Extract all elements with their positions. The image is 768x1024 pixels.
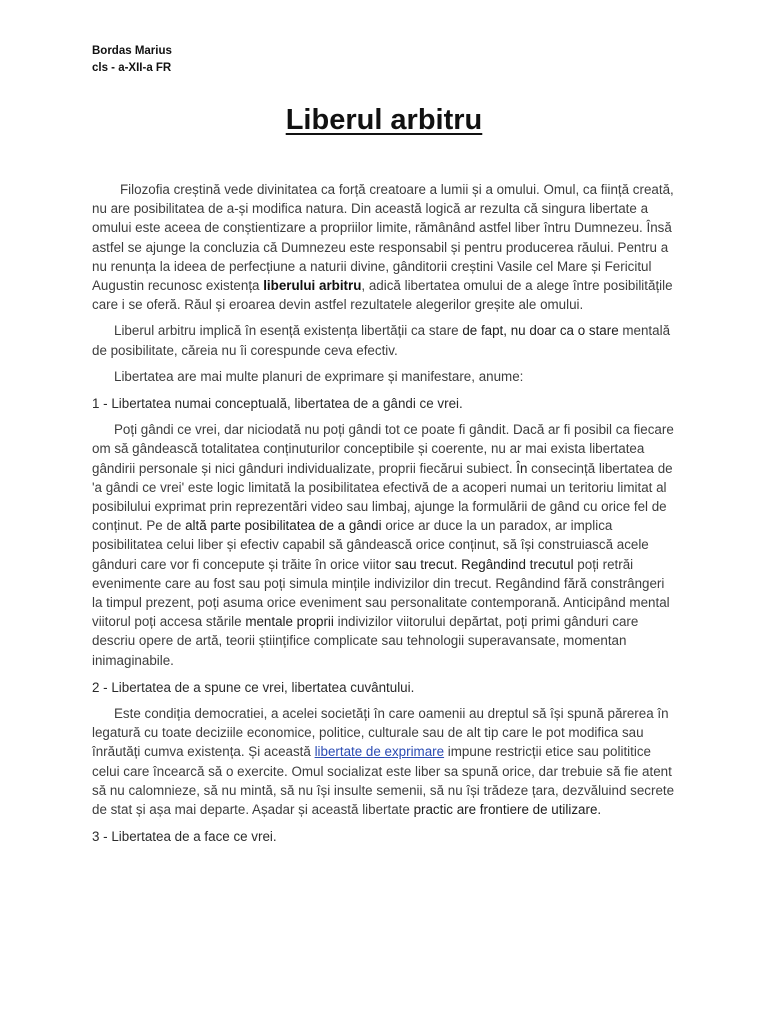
libertate-de-exprimare-link[interactable]: libertate de exprimare: [314, 744, 445, 760]
section-1-body-e: orice ar duce la un paradox, ar implica posibilitatea celui liber și efectiv capabil să gândească orice conținut, să își construiască acele gânduri care vor fi concepute și trăite în orice viitor: [92, 518, 649, 572]
paragraph-2-part-a: Liberul arbitru implică în esență existența libertății ca stare: [114, 323, 463, 339]
section-1-heading: 1 - Libertatea numai conceptuală, libertatea de a gândi ce vrei.: [92, 396, 463, 412]
section-1-body-f: sau trecut. Regândind trecutul: [394, 556, 574, 572]
section-1-body-g: poți retrăi evenimente care au fost sau poți simula mințile indivizilor din trecut. Regândind fără constrângeri la timpul prezent, poți asuma orice eveniment sau personalitate contemporană. Anticipând mental viitorul poți accesa stările: [92, 556, 670, 630]
section-2-body-c: practic are frontiere de utilizare.: [413, 802, 602, 818]
section-2-body: [92, 704, 677, 819]
paragraph-3: Libertatea are mai multe planuri de exprimare și manifestare, anume:: [114, 368, 524, 384]
document-body: [92, 180, 677, 847]
paragraph-2-part-c: mentală de posibilitate, căreia nu îi corespunde ceva efectiv.: [92, 323, 671, 358]
intro-paragraph: [92, 180, 677, 314]
document-header: [92, 43, 172, 77]
section-1-body-c: consecință libertatea de 'a gândi ce vrei' este logic limitată la posibilitatea efectivă de a acoperi numai un teritoriu limitat al posibilului exprimat prin reprezentări video sau limbaj, ajunge la formulării de gând cu orice fel de conținut. Pe de: [92, 460, 673, 534]
section-1-body-a: Poți gândi ce vrei, dar niciodată nu poți gândi tot ce poate fi gândit. Dacă ar fi posibil ca fiecare om să gândească totalitatea conținuturilor conceptibile și coerente, nu ar mai exista libertatea gândirii personale și nici gânduri individualizate, proprii fiecărui subiect.: [92, 422, 674, 476]
class-line: cls - a-XII-a FR: [92, 62, 172, 74]
section-2-body-b: impune restricții etice sau polititice celui care încearcă să o exercite. Omul socializat este liber sa spună orice, dar trebuie să fie atent să nu calomnieze, să nu mintă, să nu își insulte semenii, să nu își trădeze țara, dezvăluind secrete de stat și așa mai departe. Așadar și această libertate: [92, 744, 675, 818]
section-2-heading: 2 - Libertatea de a spune ce vrei, libertatea cuvântului.: [92, 679, 415, 695]
document-title: Liberul arbitru: [285, 104, 483, 136]
paragraph-2-part-b: de fapt, nu doar ca o stare: [462, 323, 619, 339]
section-1-body-b: În: [516, 460, 528, 476]
intro-text-after: , adică libertatea omului de a alege între posibilitățile care i se oferă. Răul și eroarea devin astfel rezultatele alegerilor greșite ale omului.: [92, 278, 673, 313]
section-1-body-i: indivizilor viitorului depărtat, poți primi gânduri care descriu opere de artă, teorii științifice complicate sau tehnologii superavansate, momentan inimaginabile.: [92, 614, 639, 668]
section-1-body-d: altă parte posibilitatea de a gândi: [185, 518, 382, 534]
paragraph-2: [92, 321, 677, 359]
bold-term-liberul-arbitru: liberului arbitru: [263, 278, 362, 294]
section-1-body-h: mentale proprii: [245, 614, 334, 630]
section-3-heading: 3 - Libertatea de a face ce vrei.: [92, 829, 277, 845]
section-2-body-a: Este condiția democratiei, a acelei societăți în care oamenii au dreptul să își spună părerea în legatură cu toate deciziile economice, politice, culturale sau de alt tip care le pot modifica sau înrăutăți cumva existența. Și această: [92, 706, 669, 760]
author-name: Bordas Marius: [92, 45, 172, 57]
intro-text-before: Filozofia creștină vede divinitatea ca forță creatoare a lumii și a omului. Omul, ca ființă creată, nu are posibilitatea de a-și modifica natura. Din această logică ar rezulta că singura libertate a omului este aceea de conștientizare a propriilor limite, rămânând astfel liber întru Dumnezeu. Însă astfel se ajunge la concluzia că Dumnezeu este responsabil și pentru producerea răului. Pentru a nu renunța la ideea de perfecțiune a naturii divine, gânditorii creștini Vasile cel Mare și Fericitul Augustin recunosc existența: [92, 182, 674, 294]
section-1-body: [92, 420, 677, 670]
